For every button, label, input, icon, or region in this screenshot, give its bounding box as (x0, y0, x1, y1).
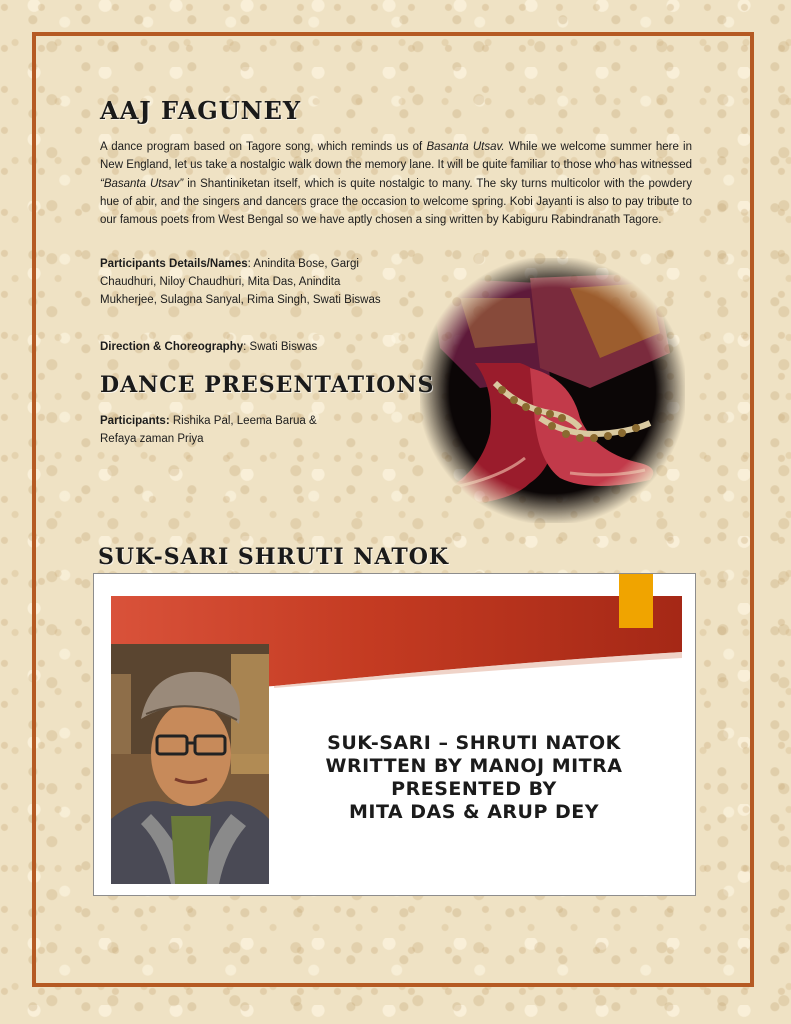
section-heading-aaj-faguney: AAJ FAGUNEY (100, 96, 301, 125)
dancer-feet-photo (420, 258, 685, 523)
slide-orange-tab (619, 574, 653, 628)
suk-sari-slide (93, 573, 696, 896)
slide-line-presenters: MITA DAS & ARUP DEY (348, 801, 600, 823)
slide-line-presented-by: PRESENTED BY (391, 778, 557, 800)
section-heading-suk-sari: SUK-SARI SHRUTI NATOK (98, 544, 450, 570)
direction-choreography: Direction & Choreography: Swati Biswas (100, 341, 318, 353)
aaj-faguney-description: A dance program based on Tagore song, which reminds us of Basanta Utsav. While we welcome summer here in New England, let us take a nostalgic walk down the memory lane. It will be quite familiar to those who has witnessed “Basanta Utsav” in Shantiniketan itself, which is quite nostalgic to many. The sky turns multicolor with the powdery hue of abir, and the singers and dancers grace the occasion to welcome spring. Kobi Jayanti is also to pay tribute to our famous poets from West Bengal so we have aptly chosen a sing written by Kabiguru Rabindranath Tagore. (100, 141, 692, 227)
section-heading-dance-presentations: DANCE PRESENTATIONS (100, 372, 435, 398)
dance-participants: Participants: Rishika Pal, Leema Barua & Refaya zaman Priya (100, 415, 317, 445)
slide-line-written-by: WRITTEN BY MANOJ MITRA (325, 755, 623, 777)
participants-details: Participants Details/Names: Anindita Bose, Gargi Chaudhuri, Niloy Chaudhuri, Mita Das, Anindita Mukherjee, Sulagna Sanyal, Rima Singh, Swati Biswas (100, 258, 381, 306)
manoj-mitra-portrait (111, 644, 269, 884)
slide-line-title: SUK-SARI – SHRUTI NATOK (327, 732, 621, 754)
slide-credits (294, 732, 654, 824)
